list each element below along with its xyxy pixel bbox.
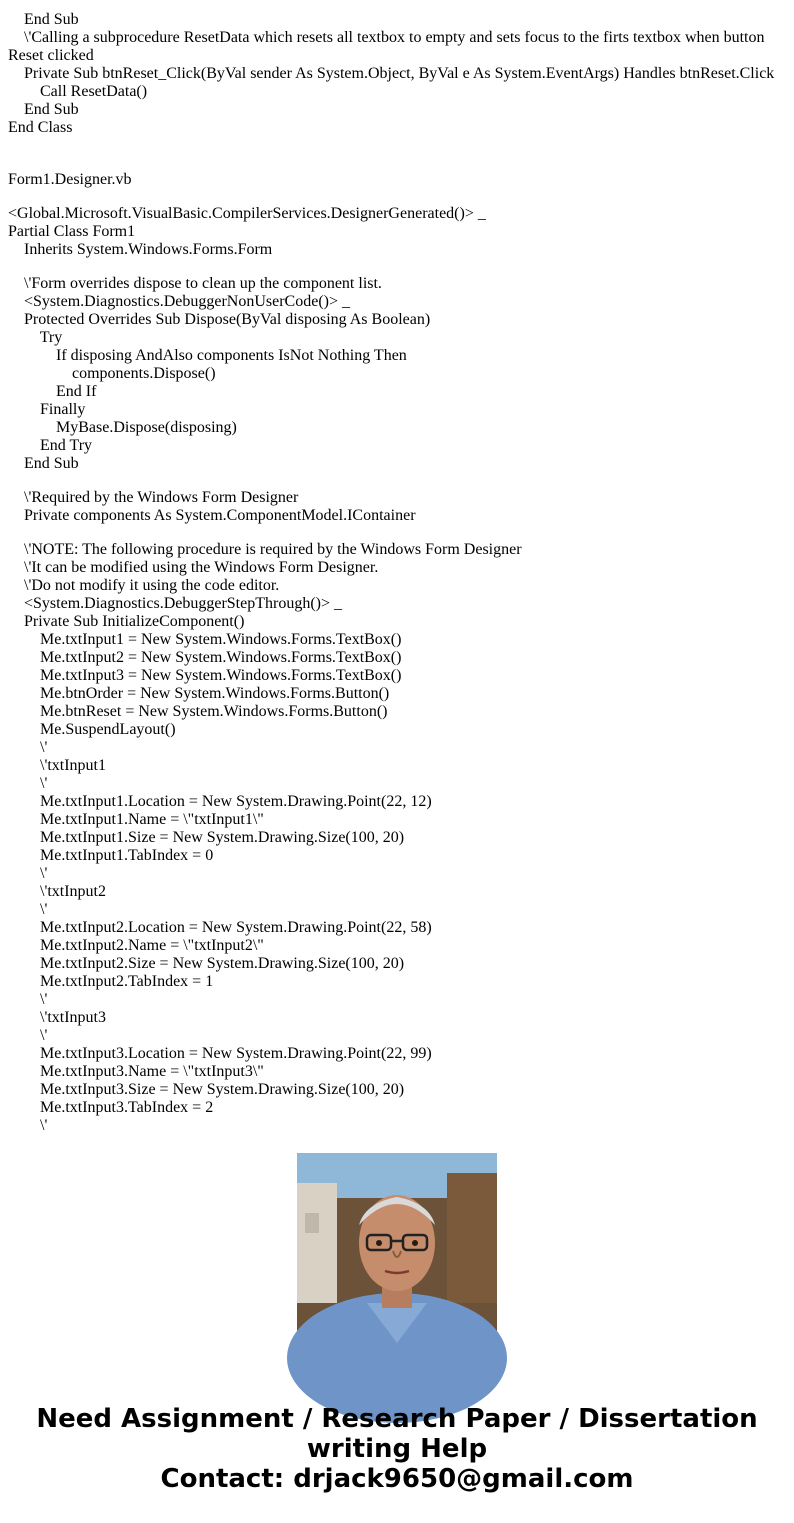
- footer-line-1: Need Assignment / Research Paper / Dissertation: [36, 1404, 758, 1434]
- code-line: Me.txtInput2.Location = New System.Drawing.Point(22, 58): [8, 919, 432, 936]
- code-line: <Global.Microsoft.VisualBasic.CompilerServices.DesignerGenerated()> _: [8, 205, 486, 222]
- code-line: Partial Class Form1: [8, 223, 136, 240]
- code-line: components.Dispose(): [8, 365, 216, 382]
- code-line: End Sub: [8, 455, 79, 472]
- code-line: Me.txtInput3.TabIndex = 2: [8, 1099, 214, 1116]
- code-line: Protected Overrides Sub Dispose(ByVal disposing As Boolean): [8, 311, 431, 328]
- code-line: Me.txtInput2.Name = \"txtInput2\": [8, 937, 264, 954]
- blank-line: [8, 525, 788, 541]
- code-line: End Sub: [8, 101, 79, 118]
- code-line: Me.txtInput1.Size = New System.Drawing.Size(100, 20): [8, 829, 405, 846]
- code-line: Inherits System.Windows.Forms.Form: [8, 241, 273, 258]
- code-line: MyBase.Dispose(disposing): [8, 419, 237, 436]
- code-line: \': [8, 1027, 48, 1044]
- code-line: \'It can be modified using the Windows Form Designer.: [8, 559, 379, 576]
- code-line: \': [8, 901, 48, 918]
- code-line: \': [8, 739, 48, 756]
- code-line: Me.txtInput3.Size = New System.Drawing.Size(100, 20): [8, 1081, 405, 1098]
- blank-line: [8, 259, 788, 275]
- code-line: \'txtInput1: [8, 757, 106, 774]
- code-line: Me.btnOrder = New System.Windows.Forms.Button(): [8, 685, 390, 702]
- code-line: End If: [8, 383, 97, 400]
- blank-line: [8, 189, 788, 205]
- code-line: \': [8, 991, 48, 1008]
- code-line: Me.txtInput2.TabIndex = 1: [8, 973, 214, 990]
- code-line: <System.Diagnostics.DebuggerStepThrough()> _: [8, 595, 342, 612]
- code-line: Try: [8, 329, 63, 346]
- code-line: Me.txtInput1 = New System.Windows.Forms.TextBox(): [8, 631, 402, 648]
- code-line: If disposing AndAlso components IsNot Nothing Then: [8, 347, 407, 364]
- code-line: \'Do not modify it using the code editor.: [8, 577, 280, 594]
- code-line: End Sub: [8, 11, 79, 28]
- code-line: Private Sub btnReset_Click(ByVal sender As System.Object, ByVal e As System.EventArgs) Handles btnReset.Click: [8, 65, 775, 82]
- code-line: Me.txtInput3.Name = \"txtInput3\": [8, 1063, 264, 1080]
- code-line: \'Required by the Windows Form Designer: [8, 489, 299, 506]
- code-line: Me.txtInput2 = New System.Windows.Forms.TextBox(): [8, 649, 402, 666]
- code-line: <System.Diagnostics.DebuggerNonUserCode()> _: [8, 293, 350, 310]
- code-line: Me.txtInput3 = New System.Windows.Forms.TextBox(): [8, 667, 402, 684]
- code-line: \'txtInput2: [8, 883, 106, 900]
- code-line: Private components As System.ComponentModel.IContainer: [8, 507, 416, 524]
- code-line: \': [8, 1117, 48, 1134]
- code-line: Me.btnReset = New System.Windows.Forms.Button(): [8, 703, 388, 720]
- code-line: \': [8, 775, 48, 792]
- code-line: \'txtInput3: [8, 1009, 106, 1026]
- blank-line: [8, 137, 788, 171]
- code-line: End Try: [8, 437, 93, 454]
- blank-line: [8, 473, 788, 489]
- code-line: \'Form overrides dispose to clean up the component list.: [8, 275, 382, 292]
- code-line: Me.SuspendLayout(): [8, 721, 176, 738]
- footer-contact: Contact: drjack9650@gmail.com: [160, 1464, 634, 1494]
- code-line: Call ResetData(): [8, 83, 148, 100]
- code-line: Me.txtInput1.Name = \"txtInput1\": [8, 811, 264, 828]
- code-listing: [8, 11, 788, 1134]
- author-photo: [297, 1153, 497, 1353]
- code-line: \'NOTE: The following procedure is required by the Windows Form Designer: [8, 541, 522, 558]
- code-line: Private Sub InitializeComponent(): [8, 613, 245, 630]
- footer-line-2: writing Help: [306, 1434, 488, 1464]
- portrait-image: [297, 1153, 497, 1353]
- code-line: End Class: [8, 119, 73, 136]
- code-line: Form1.Designer.vb: [8, 171, 132, 188]
- code-line: \': [8, 865, 48, 882]
- contact-banner: [0, 1404, 794, 1494]
- code-line: Me.txtInput1.TabIndex = 0: [8, 847, 214, 864]
- code-line: Me.txtInput1.Location = New System.Drawing.Point(22, 12): [8, 793, 432, 810]
- code-line: Me.txtInput2.Size = New System.Drawing.Size(100, 20): [8, 955, 405, 972]
- code-line: Finally: [8, 401, 86, 418]
- code-line: Me.txtInput3.Location = New System.Drawing.Point(22, 99): [8, 1045, 432, 1062]
- code-line: \'Calling a subprocedure ResetData which resets all textbox to empty and sets focus to the firts textbox when button Reset clicked: [8, 29, 769, 64]
